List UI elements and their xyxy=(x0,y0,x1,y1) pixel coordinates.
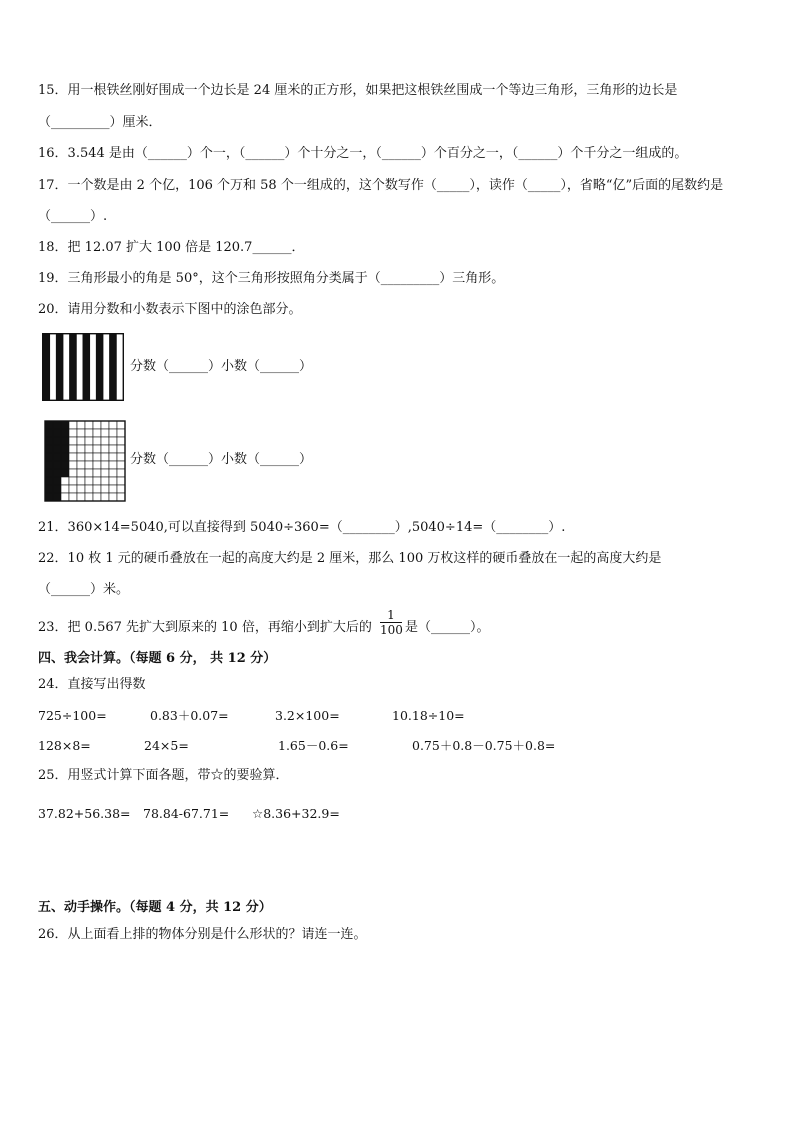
q23-fraction xyxy=(380,608,402,637)
vertical-calc-item: ☆8.36+32.9= xyxy=(252,806,340,821)
blank-square xyxy=(117,485,125,493)
blank-column xyxy=(116,334,123,400)
blank-square xyxy=(77,485,85,493)
blank-square xyxy=(77,493,85,501)
shaded-square xyxy=(53,493,61,501)
blank-square xyxy=(117,421,125,429)
shaded-square xyxy=(45,437,53,445)
shaded-square xyxy=(45,453,53,461)
blank-square xyxy=(85,421,93,429)
blank-square xyxy=(69,429,77,437)
calc-item: 128×8= xyxy=(38,738,91,753)
shaded-square xyxy=(61,429,69,437)
shaded-square xyxy=(61,453,69,461)
shaded-column xyxy=(70,334,77,400)
blank-square xyxy=(85,485,93,493)
shaded-column xyxy=(96,334,103,400)
blank-square xyxy=(101,453,109,461)
shaded-square xyxy=(53,469,61,477)
blank-square xyxy=(69,445,77,453)
blank-square xyxy=(109,445,117,453)
shaded-square xyxy=(53,485,61,493)
blank-square xyxy=(109,493,117,501)
q22-line1: 22．10 枚 1 元的硬币叠放在一起的高度大约是 2 厘米，那么 100 万枚这样的硬币叠放在一起的高度大约是 xyxy=(38,551,662,566)
blank-square xyxy=(93,429,101,437)
shaded-square xyxy=(61,469,69,477)
blank-square xyxy=(61,477,69,485)
blank-square xyxy=(77,453,85,461)
blank-square xyxy=(101,421,109,429)
blank-square xyxy=(69,461,77,469)
q21: 21．360×14=5040,可以直接得到 5040÷360=（________）,5040÷14=（________）. xyxy=(38,520,566,535)
vertical-calc-item: 37.82+56.38= xyxy=(38,806,131,821)
q15-line2: （_________）厘米． xyxy=(38,115,162,130)
blank-column xyxy=(63,334,70,400)
blank-square xyxy=(117,461,125,469)
calc-item: 0.83＋0.07= xyxy=(150,708,229,723)
shaded-square xyxy=(53,461,61,469)
shaded-column xyxy=(110,334,117,400)
blank-square xyxy=(61,493,69,501)
calc-item: 3.2×100= xyxy=(275,708,340,723)
blank-square xyxy=(85,453,93,461)
blank-square xyxy=(101,461,109,469)
blank-square xyxy=(109,477,117,485)
calc-item: 0.75＋0.8－0.75＋0.8= xyxy=(412,738,556,753)
blank-square xyxy=(69,421,77,429)
blank-square xyxy=(85,437,93,445)
blank-square xyxy=(77,445,85,453)
q18: 18．把 12.07 扩大 100 倍是 120.7______． xyxy=(38,240,305,255)
blank-square xyxy=(117,453,125,461)
q20-text: 20．请用分数和小数表示下图中的涂色部分。 xyxy=(38,302,302,317)
fraction-denominator: 100 xyxy=(380,623,403,637)
shaded-square xyxy=(53,445,61,453)
blank-square xyxy=(109,485,117,493)
calc-item: 1.65－0.6= xyxy=(278,738,349,753)
shaded-column xyxy=(56,334,63,400)
blank-square xyxy=(69,453,77,461)
shaded-square xyxy=(45,421,53,429)
shaded-square xyxy=(61,437,69,445)
blank-square xyxy=(109,421,117,429)
blank-square xyxy=(117,493,125,501)
shaded-square xyxy=(53,477,61,485)
fig2-answer-label: 分数（______）小数（______） xyxy=(130,452,313,467)
calc-item: 10.18÷10= xyxy=(392,708,465,723)
q25-title: 25．用竖式计算下面各题，带☆的要验算． xyxy=(38,768,289,783)
blank-square xyxy=(85,461,93,469)
shaded-square xyxy=(53,437,61,445)
blank-square xyxy=(77,429,85,437)
q24-title: 24．直接写出得数 xyxy=(38,677,146,692)
blank-square xyxy=(85,477,93,485)
shaded-square xyxy=(45,445,53,453)
q15-line1: 15．用一根铁丝刚好围成一个边长是 24 厘米的正方形，如果把这根铁丝围成一个等边三角形，三角形的边长是 xyxy=(38,83,678,98)
blank-column xyxy=(90,334,97,400)
blank-square xyxy=(77,437,85,445)
blank-square xyxy=(93,461,101,469)
shaded-square xyxy=(45,429,53,437)
blank-square xyxy=(101,469,109,477)
blank-square xyxy=(101,493,109,501)
blank-column xyxy=(76,334,83,400)
blank-column xyxy=(50,334,57,400)
fig1-answer-label: 分数（______）小数（______） xyxy=(130,359,313,374)
blank-square xyxy=(77,469,85,477)
shaded-square xyxy=(61,461,69,469)
blank-square xyxy=(109,469,117,477)
q23-after: 是（______）。 xyxy=(405,620,490,635)
blank-square xyxy=(61,485,69,493)
blank-square xyxy=(69,437,77,445)
blank-square xyxy=(117,429,125,437)
blank-square xyxy=(117,445,125,453)
blank-square xyxy=(69,469,77,477)
shaded-square xyxy=(61,421,69,429)
shaded-square xyxy=(53,421,61,429)
q16: 16．3.544 是由（______）个一，（______）个十分之一，（______）个百分之一，（______）个千分之一组成的。 xyxy=(38,146,688,161)
blank-square xyxy=(93,445,101,453)
blank-square xyxy=(117,437,125,445)
blank-square xyxy=(101,429,109,437)
blank-square xyxy=(93,469,101,477)
blank-square xyxy=(101,477,109,485)
q23-before: 23．把 0.567 先扩大到原来的 10 倍，再缩小到扩大后的 xyxy=(38,620,372,635)
blank-square xyxy=(77,477,85,485)
blank-square xyxy=(93,453,101,461)
blank-square xyxy=(77,421,85,429)
q26: 26．从上面看上排的物体分别是什么形状的？请连一连。 xyxy=(38,927,367,942)
fraction-numerator: 1 xyxy=(380,608,402,623)
blank-square xyxy=(85,469,93,477)
blank-square xyxy=(109,461,117,469)
blank-square xyxy=(85,429,93,437)
blank-square xyxy=(101,437,109,445)
blank-square xyxy=(85,493,93,501)
q17-line2: （______）. xyxy=(38,209,108,224)
calc-item: 725÷100= xyxy=(38,708,107,723)
striped-rectangle-figure xyxy=(42,333,124,401)
blank-column xyxy=(103,334,110,400)
blank-square xyxy=(93,421,101,429)
blank-square xyxy=(69,485,77,493)
section-4-heading: 四、我会计算。（每题 6 分， 共 12 分） xyxy=(38,651,277,666)
blank-square xyxy=(101,445,109,453)
blank-square xyxy=(93,493,101,501)
shaded-column xyxy=(83,334,90,400)
blank-square xyxy=(117,469,125,477)
shaded-square xyxy=(45,485,53,493)
shaded-square xyxy=(45,469,53,477)
blank-square xyxy=(93,485,101,493)
shaded-square xyxy=(53,429,61,437)
q17-line1: 17．一个数是由 2 个亿，106 个万和 58 个一组成的，这个数写作（_____），读作（_____），省略“亿”后面的尾数约是 xyxy=(38,178,724,193)
shaded-square xyxy=(45,461,53,469)
blank-square xyxy=(69,477,77,485)
blank-square xyxy=(77,461,85,469)
blank-square xyxy=(85,445,93,453)
blank-square xyxy=(109,429,117,437)
blank-square xyxy=(109,437,117,445)
shaded-column xyxy=(43,334,50,400)
shaded-square xyxy=(45,477,53,485)
calc-item: 24×5= xyxy=(144,738,189,753)
q22-line2: （______）米。 xyxy=(38,582,130,597)
blank-square xyxy=(101,485,109,493)
section-5-heading: 五、动手操作。（每题 4 分，共 12 分） xyxy=(38,900,272,915)
vertical-calc-item: 78.84-67.71= xyxy=(143,806,230,821)
blank-square xyxy=(93,477,101,485)
blank-square xyxy=(109,453,117,461)
blank-square xyxy=(93,437,101,445)
hundred-grid-figure xyxy=(44,420,126,502)
shaded-square xyxy=(61,445,69,453)
shaded-square xyxy=(45,493,53,501)
blank-square xyxy=(69,493,77,501)
q19: 19．三角形最小的角是 50°，这个三角形按照角分类属于（_________）三角形。 xyxy=(38,271,505,286)
blank-square xyxy=(117,477,125,485)
shaded-square xyxy=(53,453,61,461)
